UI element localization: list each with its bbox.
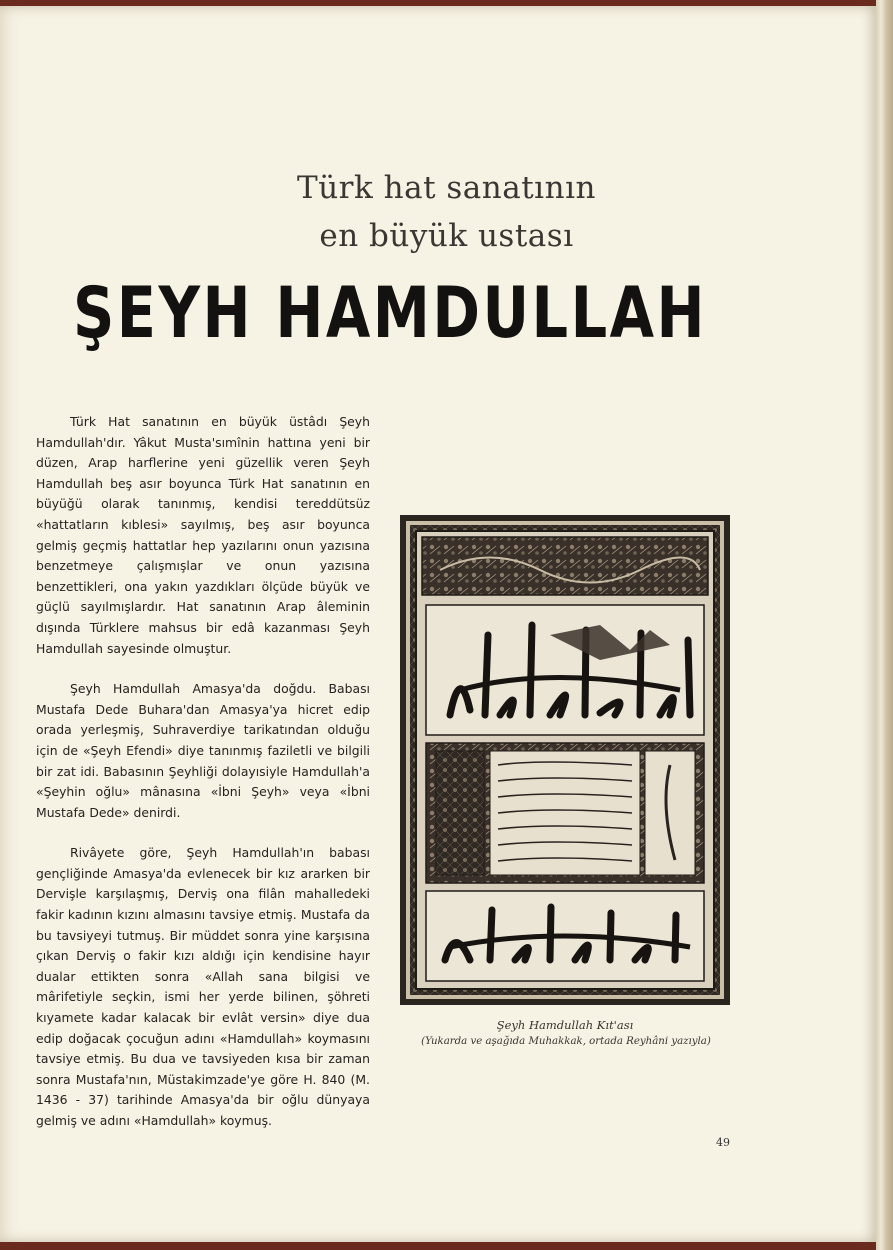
subtitle-line-2: en büyük ustası (319, 218, 574, 254)
page-number: 49 (716, 1136, 730, 1149)
main-title: ŞEYH HAMDULLAH (72, 272, 708, 354)
paragraph-2: Şeyh Hamdullah Amasya'da doğdu. Babası Mustafa Dede Buhara'dan Amasya'ya hicret edip orada yerleşmiş, Suhraverdiye tarikatından olduğu için de «Şeyh Efendi» diye tanınmış faziletli ve bilgili bir zat idi. Babasının Şeyhliği dolayısiyle Hamdullah'a «Şeyhin oğlu» mânasına «İbni Şeyh» veya «İbni Mustafa Dede» denirdi. (36, 681, 370, 820)
figure-subcaption: (Yukarda ve aşağıda Muhakkak, ortada Reyhâni yazıyla) (421, 1036, 711, 1047)
calligraphy-plate (400, 515, 730, 1005)
figure-caption: Şeyh Hamdullah Kıt'ası (496, 1018, 634, 1032)
paragraph-3: Rivâyete göre, Şeyh Hamdullah'ın babası gençliğinde Amasya'da evlenecek bir kız ararken bir Dervişle karşılaşmış, Derviş ona filân mahalledeki fakir kadının kızını almasını tavsiye etmiş. Mustafa da bu tavsiyeyi tutmuş. Bir müddet sonra yine karşısına çıkan Derviş o fakir kızı aldığı için kendisine hayır dualar ettikten sonra «Allah sana bilgisi ve mârifetiyle seçkin, ismi her yerde bilinen, şöhreti kıyamete kadar kalacak bir evlât versin» diye dua edip doğacak çocuğun adını «Hamdullah» koymasını tavsiye etmiş. Bu dua ve tavsiyeden kısa bir zaman sonra Mustafa'nın, Müstakimzade'ye göre H. 840 (M. 1436 - 37) tarihinde Amasya'da bir oğlu dünyaya gelmiş ve adını «Hamdullah» koymuş. (36, 845, 370, 1128)
paragraph-1: Türk Hat sanatının en büyük üstâdı Şeyh Hamdullah'dır. Yâkut Musta'sımînin hattına yeni bir düzen, Arap harflerine yeni güzellik veren Şeyh Hamdullah beş asır boyunca Türk Hat sanatının en büyüğü olarak tanınmış, kendisi tereddütsüz «hattatların kıblesi» sayılmış, beş asır boyunca gelmiş geçmiş hattatlar hep yazılarını onun yazısına benzetmeye çalışmışlar ve onun yazısına benzettikleri, ona yakın yazdıkları ölçüde büyük ve güçlü sayılmışlardır. Hat sanatının Arap âleminin dışında Türklere mahsus bir edâ kazanması Şeyh Hamdullah sayesinde olmuştur. (36, 414, 370, 656)
article-body (36, 412, 370, 1152)
subtitle-line-1: Türk hat sanatının (297, 170, 596, 206)
